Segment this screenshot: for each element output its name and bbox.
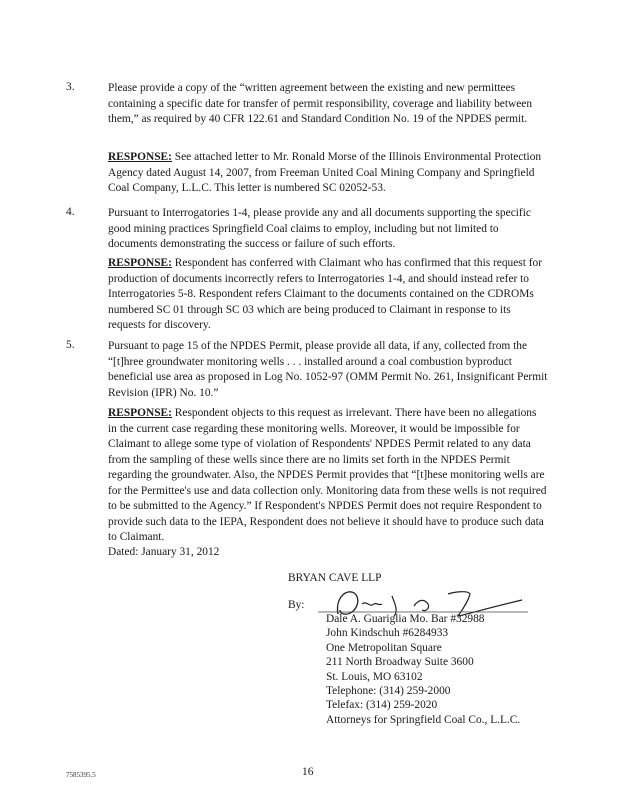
signer-name: Dale A. Guariglia Mo. Bar #32988 (326, 613, 485, 625)
item-5-response-text: Respondent objects to this request as irrelevant. There have been no allegations in the current case regarding these monitoring wells. Moreover, it would be impossible for Claimant to allege some type of violation of Respondents' NPDES Permit related to any data from the sampling of these wells since there are no limits set forth in the NPDES Permit regarding the groundwater. Also, the NPDES Permit provides that “[t]hese monitoring wells are for the Permittee's use and data collection only. Monitoring data from these wells is not required to be submitted to the Agency.” If Respondent's NPDES Permit does not require Respondent to provide such data to the IEPA, Respondent does not believe it should have to produce such data to Claimant. (108, 407, 547, 543)
address-line-2: 211 North Broadway Suite 3600 (326, 656, 474, 669)
signature-details (326, 612, 520, 727)
co-signer-name: John Kindschuh #6284933 (326, 627, 449, 640)
item-3-request: Please provide a copy of the “written agreement between the existing and new permittees containing a specific date for transfer of permit responsibility, coverage and liability between them,” as required by 40 CFR 122.61 and Standard Condition No. 19 of the NPDES permit. (108, 82, 533, 125)
item-4-response (108, 256, 548, 334)
firm-name: BRYAN CAVE LLP (288, 572, 382, 584)
item-5-request: Pursuant to page 15 of the NPDES Permit, please provide all data, if any, collected from the “[t]hree groundwater monitoring wells . . . installed around a coal combustion byproduct beneficial use area as proposed in Log No. 1052-97 (OMM Permit No. 261, Insignificant Permit Revision (IPR) No. 10.” (108, 340, 548, 399)
item-3-number: 3. (66, 81, 75, 93)
telephone: Telephone: (314) 259-2000 (326, 685, 451, 698)
item-4-number: 4. (66, 206, 75, 218)
page-number: 16 (302, 766, 314, 778)
item-5-number: 5. (66, 339, 75, 351)
item-4-request: Pursuant to Interrogatories 1-4, please provide any and all documents supporting the specific good mining practices Springfield Coal claims to employ, including but not limited to documents demonstrating the success or failure of such efforts. (108, 207, 531, 250)
item-5-response (108, 406, 548, 546)
item-4-response-text: Respondent has conferred with Claimant who has confirmed that this request for production of documents incorrectly refers to Interrogatories 1-4, and should instead refer to Interrogatories 5-8. Respondent refers Claimant to the documents contained on the CDROMs numbered SC 01 through SC 03 which are being produced to Claimant in response to its requests for discovery. (108, 257, 543, 331)
telefax: Telefax: (314) 259-2020 (326, 699, 438, 712)
item-3-response (108, 150, 548, 197)
address-city: St. Louis, MO 63102 (326, 670, 423, 683)
item-5-response-label: RESPONSE: (108, 407, 172, 419)
by-label: By: (288, 599, 305, 611)
item-4-response-label: RESPONSE: (108, 257, 172, 269)
item-3-response-label: RESPONSE: (108, 151, 172, 163)
footer-doc-id: 7585395.5 (66, 771, 96, 779)
attorneys-for: Attorneys for Springfield Coal Co., L.L.C. (326, 713, 521, 726)
dated-line: Dated: January 31, 2012 (108, 546, 220, 558)
address-line-1: One Metropolitan Square (326, 641, 442, 654)
item-3-response-text: See attached letter to Mr. Ronald Morse of the Illinois Environmental Protection Agency dated August 14, 2007, from Freeman United Coal Mining Company and Springfield Coal Company, L.L.C. This letter is numbered SC 02052-53. (108, 151, 542, 194)
